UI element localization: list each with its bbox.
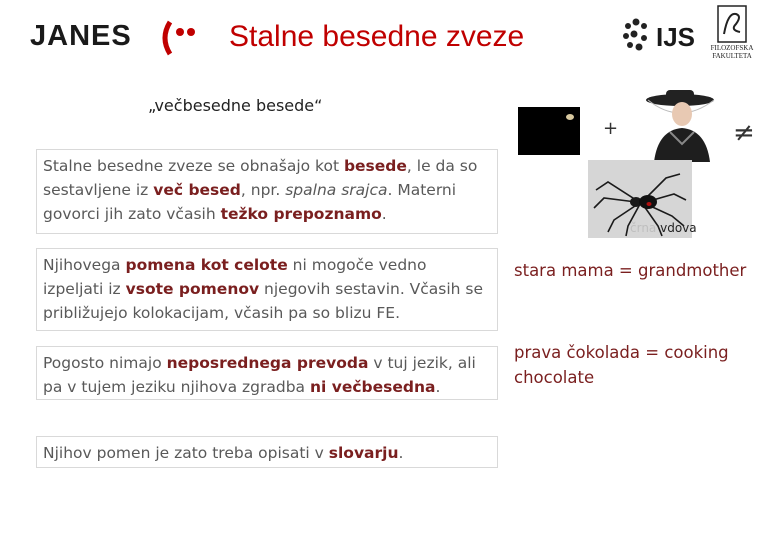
emphasized-text: neposrednega prevoda (166, 354, 369, 372)
ijs-logo-text: IJS (656, 22, 696, 52)
subtitle: „večbesedne besede“ (148, 96, 323, 115)
body-text: v tuj jezik, ali pa v tujem jeziku njihova zgradba (43, 354, 476, 396)
body-text: . (398, 444, 404, 462)
body-text: njegovih sestavin. Včasih se približujejo kolokacijam, včasih pa so blizu FE. (43, 280, 484, 322)
body-text: , le da so sestavljene iz (43, 157, 478, 199)
body-text: . (435, 378, 441, 396)
body-text: . Materni govorci jih zato včasih (43, 181, 457, 223)
example-cooking-chocolate: prava čokolada = cooking chocolate (514, 343, 729, 387)
emphasized-text: ni večbesedna (309, 378, 436, 396)
text-box-3 (36, 346, 498, 400)
moon-icon (518, 107, 580, 155)
spider-caption (630, 221, 697, 235)
text-box-2 (36, 248, 498, 331)
janes-logo-text: JANES (30, 20, 132, 52)
emphasized-text: besede (343, 157, 407, 175)
emphasized-text: več besed (153, 181, 241, 199)
example-grandmother: stara mama = grandmother (514, 261, 747, 280)
ijs-logo (620, 14, 700, 58)
ff-logo-emblem-icon (706, 4, 758, 48)
text-box-1 (36, 149, 498, 234)
not-equal-sign: ≠ (733, 118, 755, 148)
page-title: Stalne besedne zveze (229, 20, 525, 53)
text-box-4 (36, 436, 498, 468)
emphasized-text: slovarju (328, 444, 399, 462)
body-text: ni mogoče vedno izpeljati iz (43, 256, 427, 298)
body-text: Stalne besedne zveze se obnašajo kot (43, 157, 344, 175)
widow-woman-image (640, 86, 728, 162)
plus-sign: + (603, 118, 619, 139)
ff-logo (706, 4, 758, 62)
emphasized-text: pomena kot celote (125, 256, 288, 274)
emphasized-text: težko prepoznamo (220, 205, 382, 223)
woman-in-hat-icon (640, 86, 728, 162)
body-text: Njihovega (43, 256, 126, 274)
spider-caption-word-2: vdova (660, 221, 697, 235)
ff-logo-text: FILOZOFSKA FAKULTETA (710, 44, 754, 60)
body-text: , npr. (240, 181, 286, 199)
example-text: spalna srajca (285, 181, 388, 199)
janes-logo-mark-icon (158, 18, 198, 58)
emphasized-text: vsote pomenov (125, 280, 260, 298)
body-text: . (381, 205, 387, 223)
body-text: Njihov pomen je zato treba opisati v (43, 444, 329, 462)
janes-logo (30, 18, 180, 58)
black-night-image (518, 107, 580, 155)
spider-caption-word-1: črna (630, 221, 657, 235)
body-text: Pogosto nimajo (43, 354, 167, 372)
